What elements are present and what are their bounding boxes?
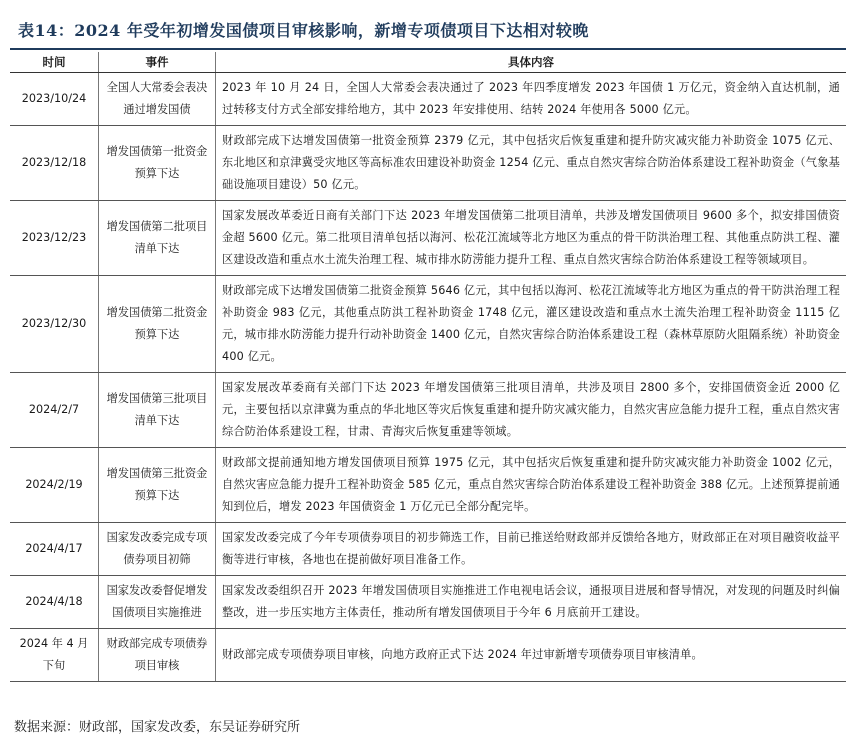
row-event: 增发国债第三批资金预算下达 bbox=[99, 448, 216, 523]
table-row bbox=[10, 629, 846, 682]
row-time: 2023/12/18 bbox=[10, 126, 99, 201]
table-row bbox=[10, 523, 846, 576]
row-content: 财政部完成下达增发国债第二批资金预算 5646 亿元，其中包括以海河、松花江流域等北方地区为重点的骨干防洪治理工程补助资金 983 亿元，其他重点防洪工程补助资金 1748 亿元，灌区建设改造和重点水土流失治理工程补助资金 1115 亿元，城市排水防涝能力提升行动补助资金 1400 亿元，自然灾害综合防治体系建设工程（森林草原防火阻隔系统）补助资金 400 亿元。 bbox=[216, 276, 847, 373]
row-content: 国家发展改革委近日商有关部门下达 2023 年增发国债第二批项目清单，共涉及增发国债项目 9600 多个，拟安排国债资金超 5600 亿元。第二批项目清单包括以海河、松花江流域等北方地区为重点的骨干防洪治理工程、其他重点防洪工程、灌区建设改造和重点水土流失治理工程、城市排水防涝能力提升工程、重点自然灾害综合防治体系建设工程等领域项目。 bbox=[216, 201, 847, 276]
table-title: 表14：2024 年受年初增发国债项目审核影响，新增专项债项目下达相对较晚 bbox=[18, 21, 589, 40]
table-row bbox=[10, 201, 846, 276]
row-content: 2023 年 10 月 24 日，全国人大常委会表决通过了 2023 年四季度增发 2023 年国债 1 万亿元，资金纳入直达机制，通过转移支付方式全部安排给地方，其中 2023 年安排使用、结转 2024 年使用各 5000 亿元。 bbox=[216, 73, 847, 126]
row-event: 财政部完成专项债券项目审核 bbox=[99, 629, 216, 682]
row-time: 2024/2/19 bbox=[10, 448, 99, 523]
table-row bbox=[10, 448, 846, 523]
row-time: 2023/12/30 bbox=[10, 276, 99, 373]
row-time: 2024/4/18 bbox=[10, 576, 99, 629]
table-row bbox=[10, 373, 846, 448]
row-event: 增发国债第二批项目清单下达 bbox=[99, 201, 216, 276]
row-time: 2023/12/23 bbox=[10, 201, 99, 276]
row-event: 增发国债第二批资金预算下达 bbox=[99, 276, 216, 373]
row-content: 财政部完成专项债券项目审核，向地方政府正式下达 2024 年过审新增专项债券项目审核清单。 bbox=[216, 629, 847, 682]
row-time: 2024 年 4 月下旬 bbox=[10, 629, 99, 682]
row-content: 财政部文提前通知地方增发国债项目预算 1975 亿元，其中包括灾后恢复重建和提升防灾减灾能力补助资金 1002 亿元，自然灾害应急能力提升工程补助资金 585 亿元，重点自然灾害综合防治体系建设工程补助资金 388 亿元。上述预算提前通知到位后，增发 2023 年国债资金 1 万亿元已全部分配完毕。 bbox=[216, 448, 847, 523]
header-event: 事件 bbox=[99, 52, 216, 73]
row-time: 2023/10/24 bbox=[10, 73, 99, 126]
table-row bbox=[10, 276, 846, 373]
header-time: 时间 bbox=[10, 52, 99, 73]
row-event: 国家发改委完成专项债券项目初筛 bbox=[99, 523, 216, 576]
row-event: 全国人大常委会表决通过增发国债 bbox=[99, 73, 216, 126]
table-row bbox=[10, 126, 846, 201]
row-time: 2024/4/17 bbox=[10, 523, 99, 576]
table-row bbox=[10, 576, 846, 629]
row-event: 国家发改委督促增发国债项目实施推进 bbox=[99, 576, 216, 629]
row-event: 增发国债第一批资金预算下达 bbox=[99, 126, 216, 201]
row-time: 2024/2/7 bbox=[10, 373, 99, 448]
title-divider bbox=[10, 48, 846, 50]
row-content: 国家发改委组织召开 2023 年增发国债项目实施推进工作电视电话会议，通报项目进展和督导情况，对发现的问题及时纠偏整改，进一步压实地方主体责任，推动所有增发国债项目于今年 6 月底前开工建设。 bbox=[216, 576, 847, 629]
table-row bbox=[10, 73, 846, 126]
header-content: 具体内容 bbox=[216, 52, 847, 73]
row-content: 财政部完成下达增发国债第一批资金预算 2379 亿元，其中包括灾后恢复重建和提升防灾减灾能力补助资金 1075 亿元、东北地区和京津冀受灾地区等高标准农田建设补助资金 1254 亿元、重点自然灾害综合防治体系建设工程补助资金（气象基础设施项目建设）50 亿元。 bbox=[216, 126, 847, 201]
row-content: 国家发改委完成了今年专项债券项目的初步筛选工作，目前已推送给财政部并反馈给各地方，财政部正在对项目融资收益平衡等进行审核，各地也在提前做好项目准备工作。 bbox=[216, 523, 847, 576]
events-table bbox=[10, 52, 846, 682]
row-event: 增发国债第三批项目清单下达 bbox=[99, 373, 216, 448]
table-header-row bbox=[10, 52, 846, 73]
data-source-note: 数据来源：财政部，国家发改委，东吴证券研究所 bbox=[14, 720, 301, 735]
row-content: 国家发展改革委商有关部门下达 2023 年增发国债第三批项目清单，共涉及项目 2800 多个，安排国债资金近 2000 亿元，主要包括以京津冀为重点的华北地区等灾后恢复重建和提升防灾减灾能力，自然灾害应急能力提升工程，重点自然灾害综合防治体系建设工程，甘肃、青海灾后恢复重建等领域。 bbox=[216, 373, 847, 448]
